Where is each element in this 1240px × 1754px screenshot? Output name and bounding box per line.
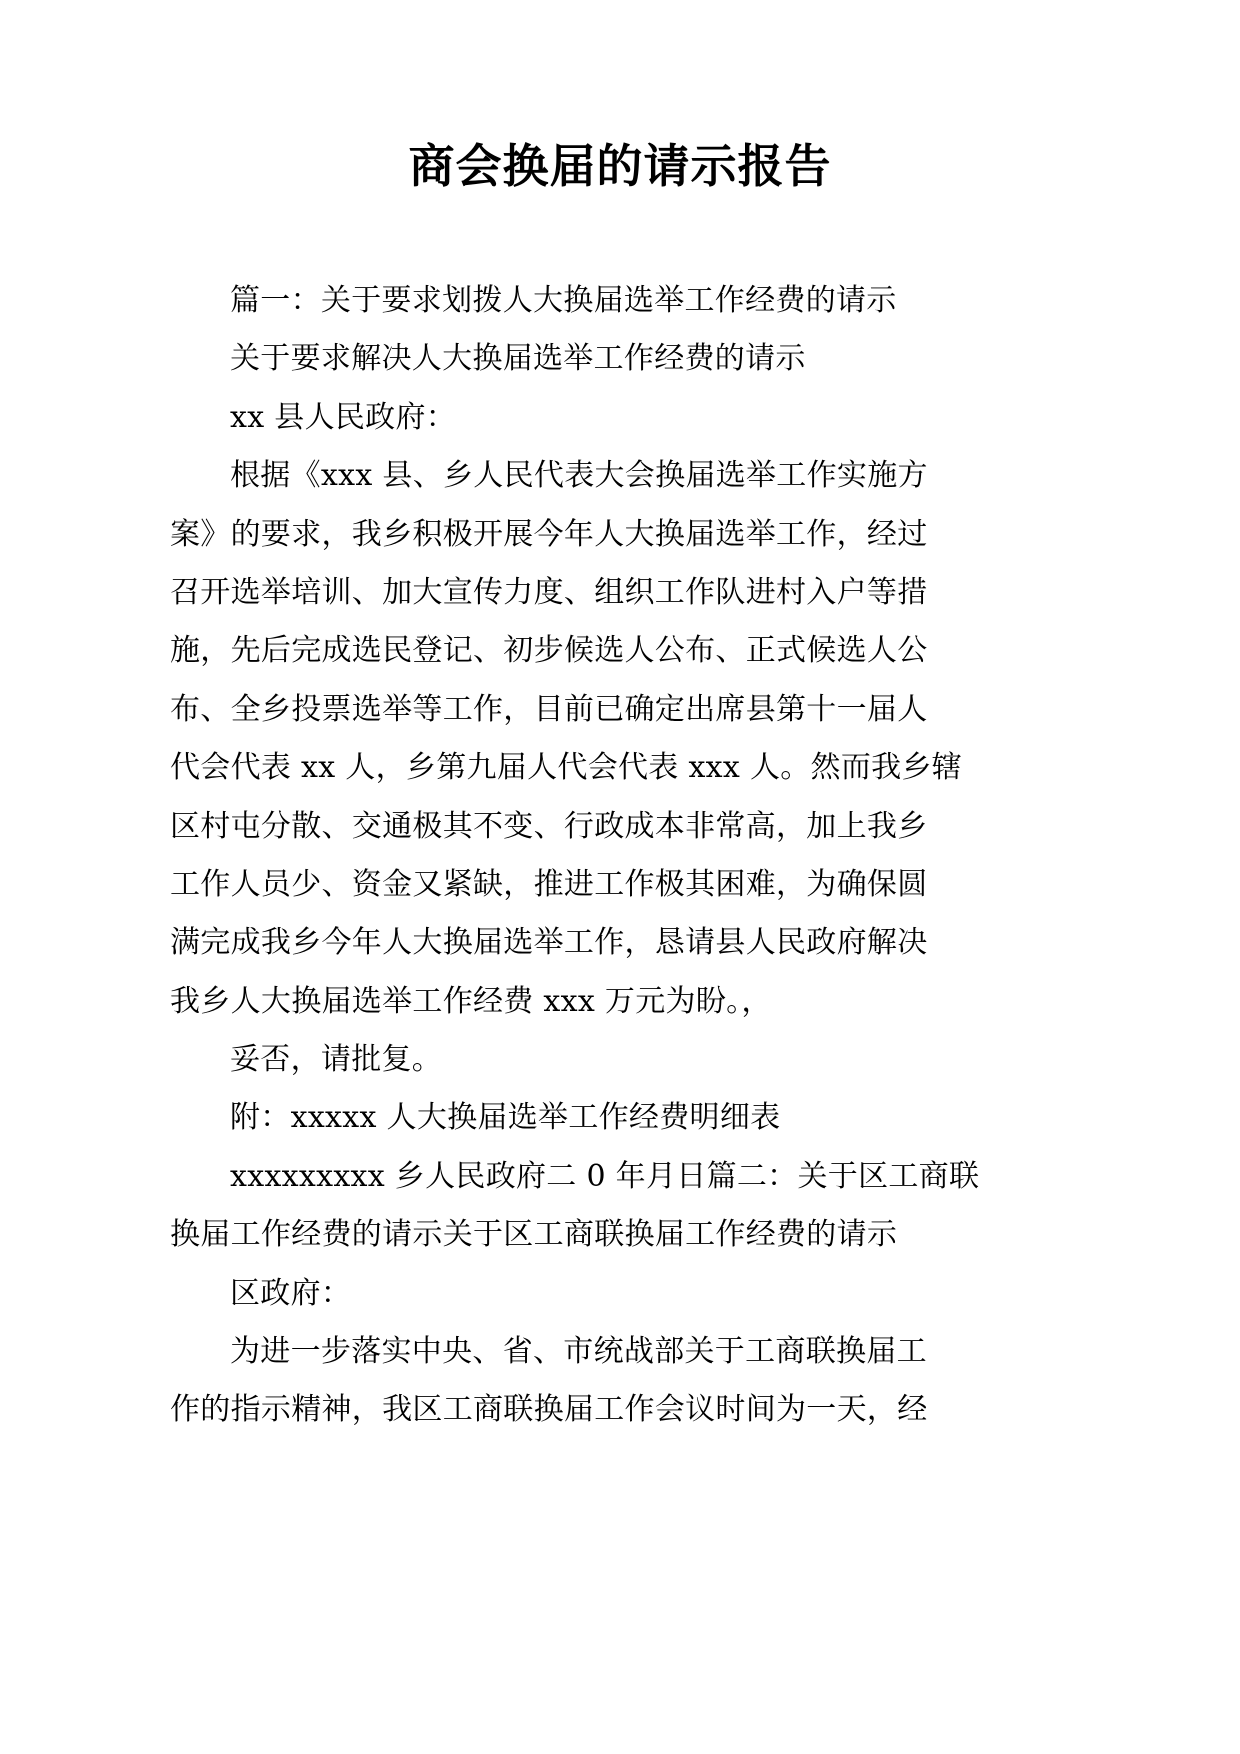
body-line: 妥否，请批复。 — [230, 1042, 443, 1078]
body-line: 区政府： — [230, 1275, 352, 1311]
body-line: 代会代表 xx 人，乡第九届人代会代表 xxx 人。然而我乡辖 — [170, 750, 963, 786]
body-line: 区村屯分散、交通极其不变、行政成本非常高，加上我乡 — [170, 808, 928, 844]
body-line: 满完成我乡今年人大换届选举工作，恳请县人民政府解决 — [170, 925, 928, 961]
body-line: 附：xxxxx 人大换届选举工作经费明细表 — [230, 1100, 781, 1136]
body-line: xxxxxxxxx 乡人民政府二 0 年月日篇二：关于区工商联 — [230, 1158, 980, 1194]
body-line: 我乡人大换届选举工作经费 xxx 万元为盼。， — [170, 983, 772, 1019]
body-line: 施，先后完成选民登记、初步候选人公布、正式候选人公 — [170, 633, 928, 669]
document-body — [170, 272, 980, 1440]
body-line: 篇一：关于要求划拨人大换届选举工作经费的请示 — [230, 283, 897, 318]
body-line: 换届工作经费的请示关于区工商联换届工作经费的请示 — [170, 1217, 898, 1253]
body-line: 召开选举培训、加大宣传力度、组织工作队进村入户等措 — [170, 574, 928, 610]
body-line: 工作人员少、资金又紧缺，推进工作极其困难，为确保圆 — [170, 866, 928, 902]
body-line: 为进一步落实中央、省、市统战部关于工商联换届工 — [230, 1334, 927, 1370]
body-line: 作的指示精神，我区工商联换届工作会议时间为一天，经 — [170, 1392, 928, 1428]
body-line: 案》的要求，我乡积极开展今年人大换届选举工作，经过 — [170, 516, 928, 552]
body-line: 根据《xxx 县、乡人民代表大会换届选举工作实施方 — [230, 458, 928, 494]
body-line: 布、全乡投票选举等工作，目前已确定出席县第十一届人 — [170, 691, 928, 727]
body-line: 关于要求解决人大换届选举工作经费的请示 — [230, 341, 806, 377]
document-title: 商会换届的请示报告 — [408, 139, 832, 193]
body-line: xx 县人民政府： — [230, 399, 457, 435]
